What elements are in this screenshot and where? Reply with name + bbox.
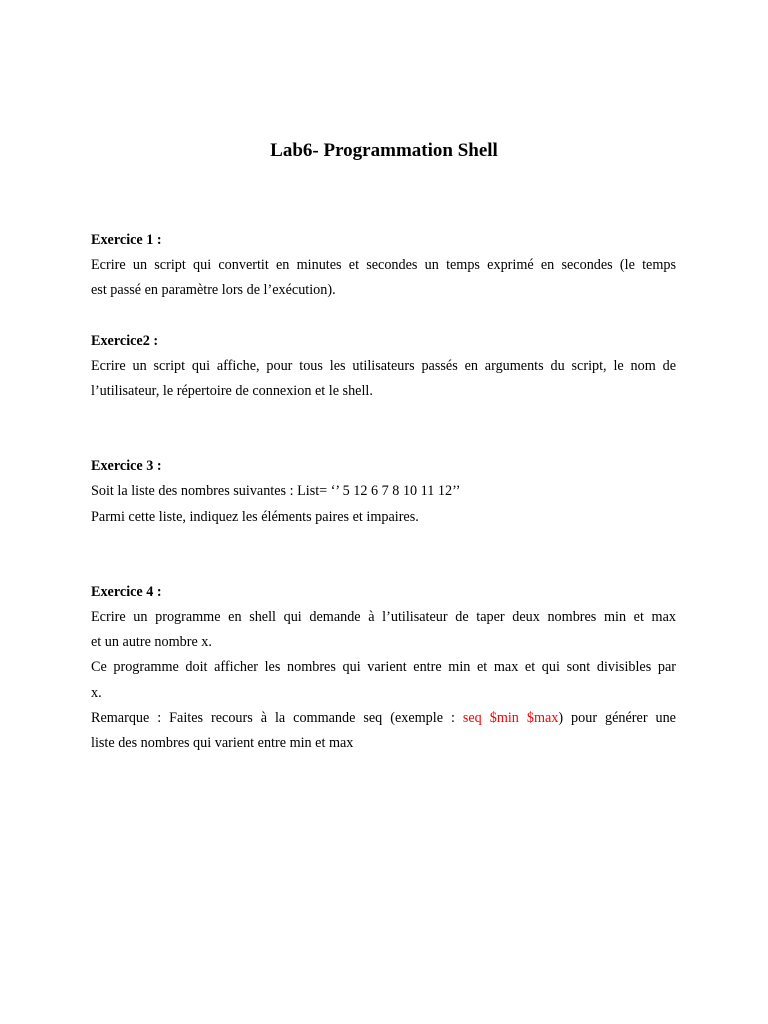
remark-code-snippet: seq $min $max <box>462 709 559 726</box>
exercise-4 <box>91 580 676 756</box>
document-body <box>91 228 676 756</box>
exercise-4-line-4: x. <box>91 684 102 701</box>
exercise-2 <box>91 329 676 405</box>
exercise-2-line-2: l’utilisateur, le répertoire de connexion et le shell. <box>91 383 373 400</box>
exercise-3-line-2: Parmi cette liste, indiquez les éléments paires et impaires. <box>91 508 419 525</box>
exercise-3-heading: Exercice 3 : <box>91 458 162 475</box>
exercise-2-heading: Exercice2 : <box>91 332 159 349</box>
exercise-4-remark-last-line: liste des nombres qui varient entre min et max <box>91 735 354 752</box>
exercise-1 <box>91 228 676 304</box>
exercise-1-line-2: est passé en paramètre lors de l’exécution). <box>91 282 336 299</box>
exercise-4-remark-line <box>91 706 676 731</box>
exercise-1-heading: Exercice 1 : <box>91 232 162 248</box>
exercise-3-line-1: Soit la liste des nombres suivantes : List= ‘’ 5 12 6 7 8 10 11 12’’ <box>91 483 461 500</box>
exercise-3 <box>91 454 676 530</box>
exercise-4-line-3: Ce programme doit afficher les nombres qui varient entre min et max et qui sont divisibles par <box>91 659 676 676</box>
exercise-2-line-1: Ecrire un script qui affiche, pour tous les utilisateurs passés en arguments du script, le nom de <box>91 357 676 374</box>
exercise-4-line-2: et un autre nombre x. <box>91 634 212 651</box>
page-title: Lab6- Programmation Shell <box>270 140 498 161</box>
remark-suffix: ) pour générer une <box>558 709 676 726</box>
exercise-4-line-1: Ecrire un programme en shell qui demande à l’utilisateur de taper deux nombres min et max <box>91 609 676 626</box>
exercise-4-heading: Exercice 4 : <box>91 583 162 600</box>
remark-prefix: Remarque : Faites recours à la commande seq (exemple : <box>91 709 463 726</box>
exercise-1-line-1: Ecrire un script qui convertit en minutes et secondes un temps exprimé en secondes (le temps <box>91 257 676 274</box>
